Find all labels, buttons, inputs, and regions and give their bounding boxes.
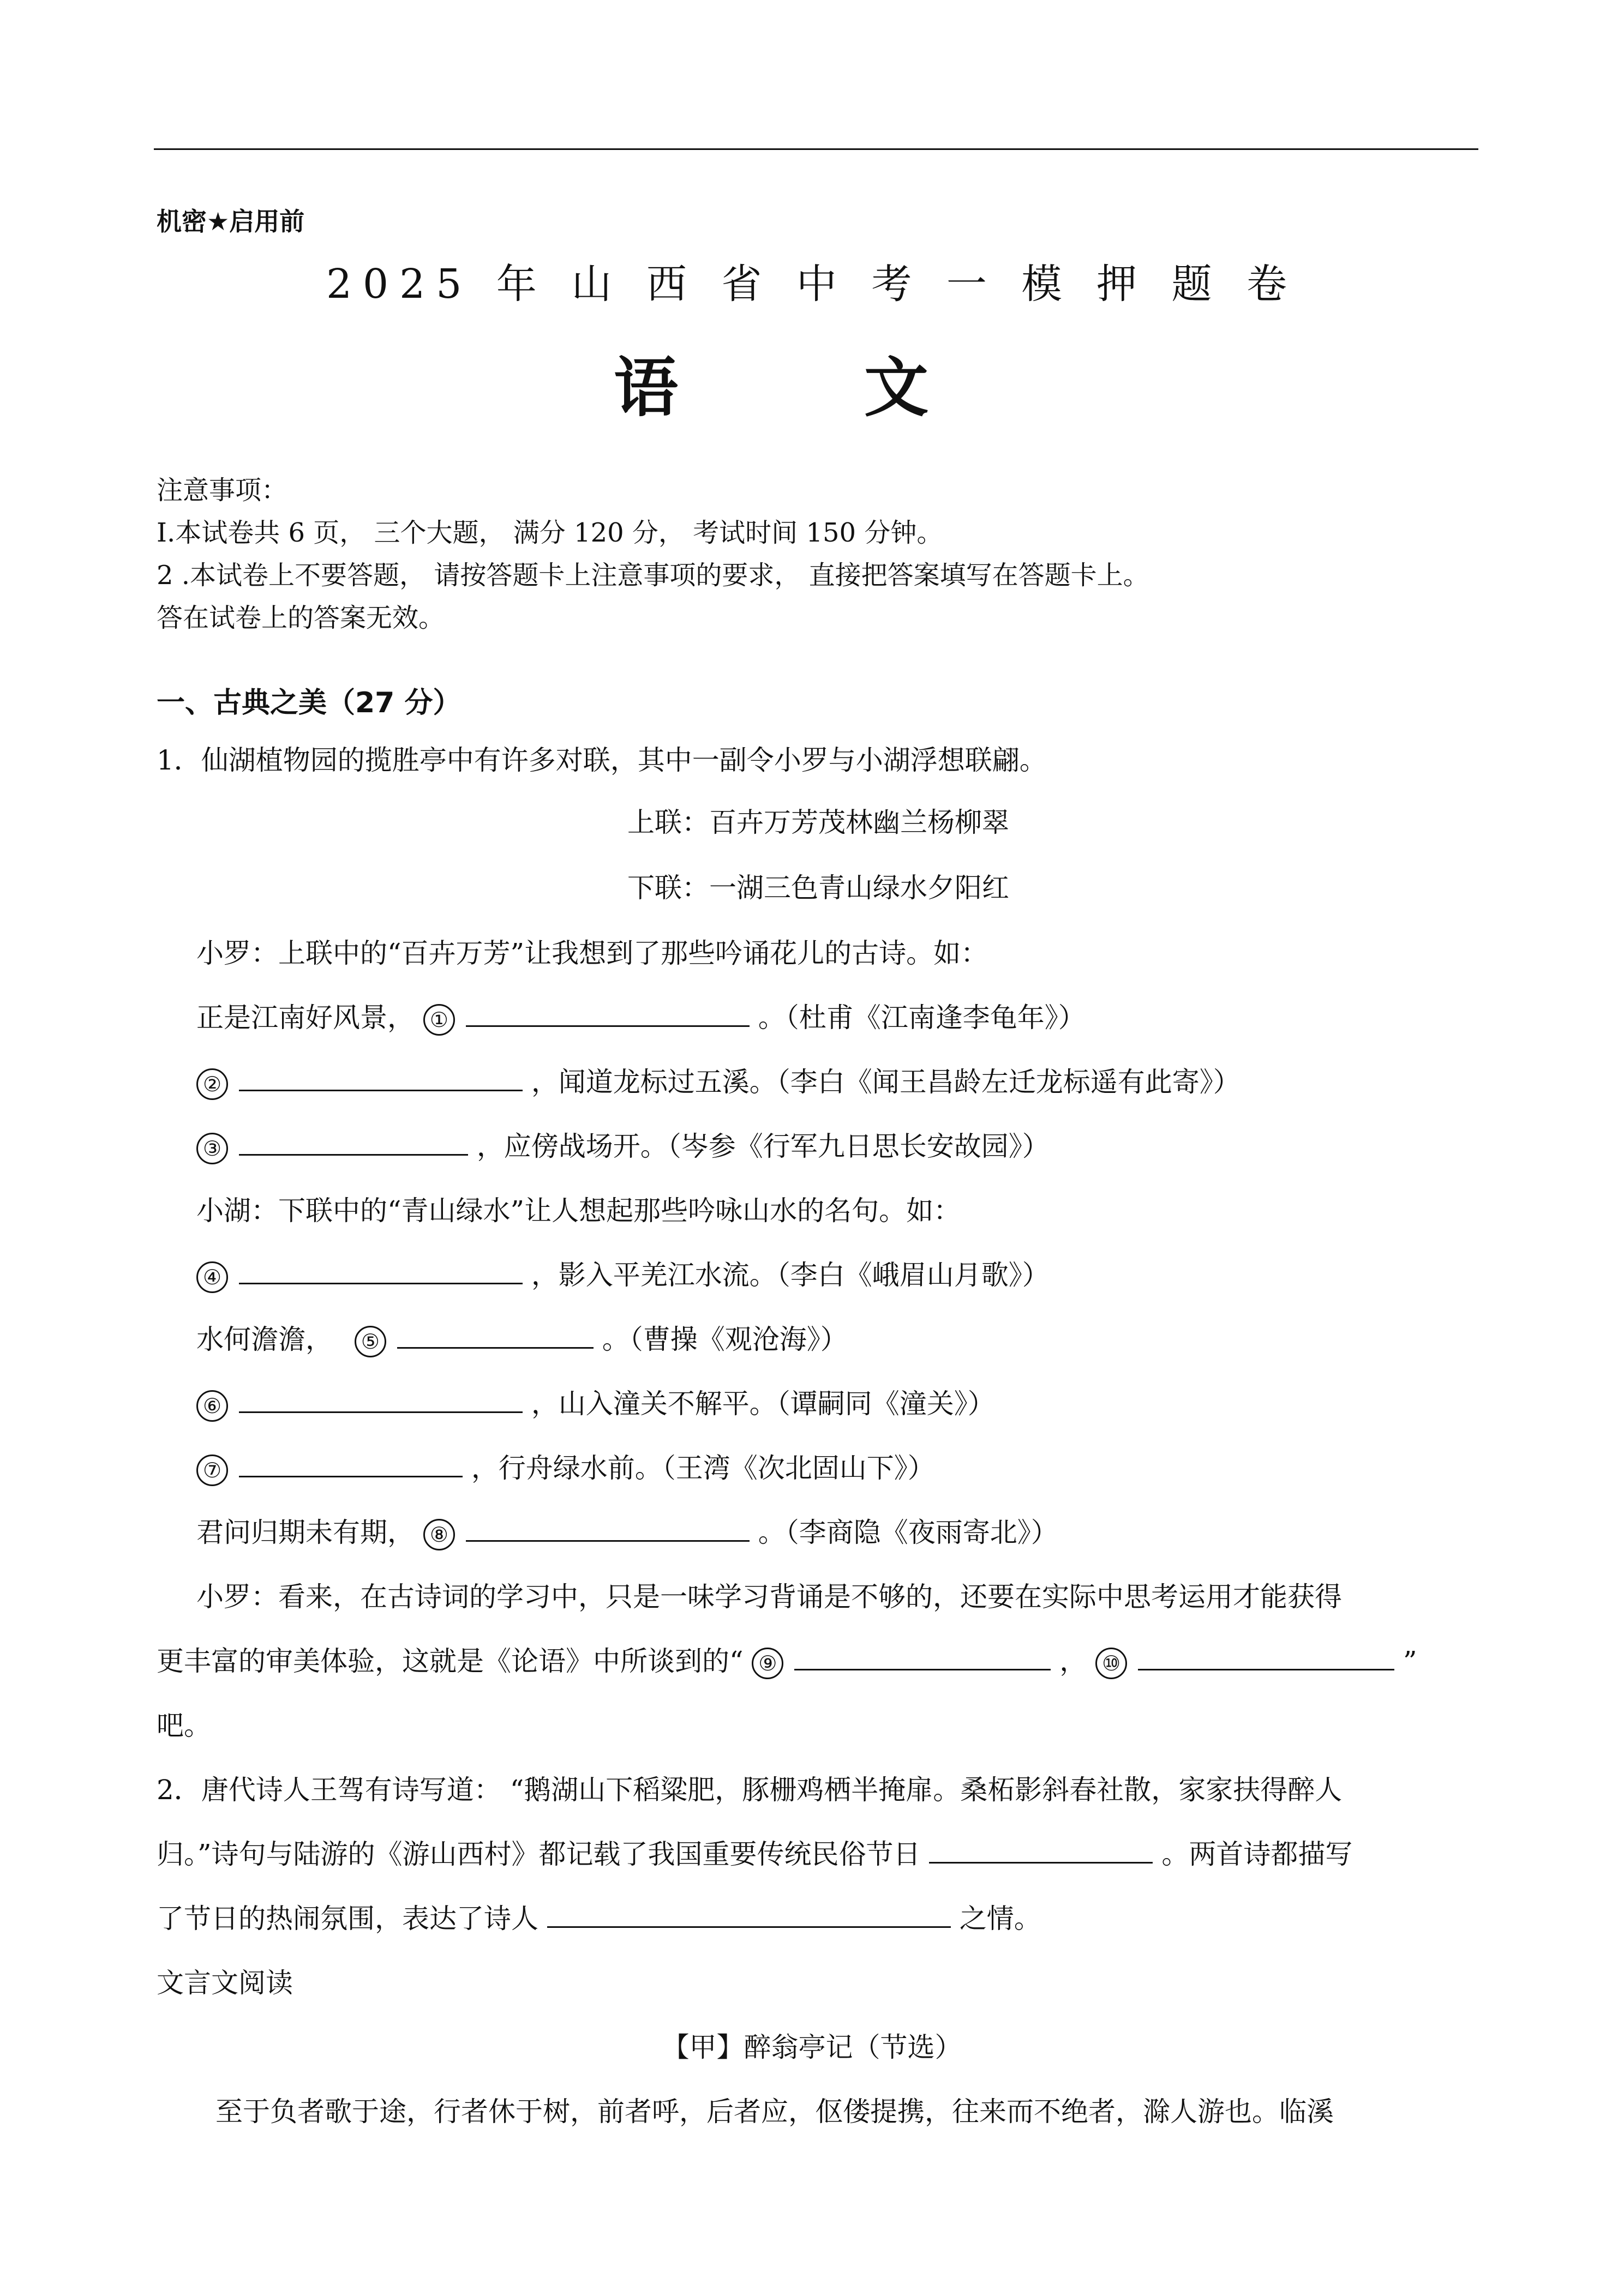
circled-number-10: ⑩ [1095,1648,1127,1679]
circled-number-8: ⑧ [423,1519,455,1550]
answer-blank-10[interactable] [1138,1644,1394,1670]
lower-couplet: 下联：一湖三色青山绿水夕阳红 [627,872,1009,904]
circled-number-6: ⑥ [196,1390,228,1422]
notice-heading: 注意事项： [157,475,288,506]
answer-blank-2[interactable] [239,1065,523,1091]
circled-number-5: ⑤ [355,1326,386,1357]
fill-item-3 [196,1125,1050,1164]
fill-6-source: ，山入潼关不解平。（谭嗣同《潼关》） [531,1388,995,1420]
answer-blank-8[interactable] [466,1515,750,1542]
question-1-intro: 1．仙湖植物园的揽胜亭中有许多对联，其中一副令小罗与小湖浮想联翩。 [157,744,1047,776]
notice-item-2: 2 .本试卷上不要答题， 请按答题卡上注意事项的要求， 直接把答案填写在答题卡上。 [157,560,1149,591]
fill-4-source: ，影入平羌江水流。（李白《峨眉山月歌》） [531,1259,1050,1291]
fill-item-4 [196,1253,1050,1293]
question-2-line-c-suffix: 之情。 [959,1903,1041,1934]
fill-item-5 [196,1318,848,1357]
answer-blank-1[interactable] [466,1000,750,1027]
circled-number-2: ② [196,1068,228,1100]
fill-item-8 [196,1511,1058,1550]
notice-item-1: I.本试卷共 6 页， 三个大题， 满分 120 分， 考试时间 150 分钟。 [157,518,943,548]
answer-blank-3[interactable] [239,1129,468,1156]
confidential-label: 机密★启用前 [157,207,305,236]
fill-2-source: ，闻道龙标过五溪。（李白《闻王昌龄左迁龙标遥有此寄》） [531,1066,1241,1098]
luo-line-2c: 吧。 [157,1710,211,1741]
answer-blank-4[interactable] [239,1258,523,1284]
question-2-line-b [157,1832,1352,1872]
passage-line-1: 至于负者歌于途，行者休于树，前者呼，后者应，伛偻提携，往来而不绝者，滁人游也。临溪 [215,2096,1334,2127]
answer-blank-festival[interactable] [929,1837,1153,1864]
notice-item-3: 答在试卷上的答案无效。 [157,603,445,633]
classical-reading-heading: 文言文阅读 [157,1967,293,1999]
passage-title: 【甲】醉翁亭记（节选） [662,2031,962,2063]
fill-1-prefix: 正是江南好风景， [196,1002,415,1033]
fill-7-source: ，行舟绿水前。（王湾《次北固山下》） [471,1452,935,1484]
subject-title: 语 文 [613,350,1011,425]
fill-item-2 [196,1060,1241,1100]
header-rule [154,148,1478,150]
section-title: 一、古典之美（27 分） [157,687,462,719]
answer-blank-7[interactable] [239,1451,463,1477]
circled-number-7: ⑦ [196,1454,228,1486]
question-2-line-b-suffix: 。两首诗都描写 [1161,1838,1353,1870]
answer-blank-emotion[interactable] [547,1901,951,1928]
question-2-line-c [157,1897,1041,1936]
question-2-line-a: 2．唐代诗人王驾有诗写道： “鹅湖山下稻粱肥，豚栅鸡栖半掩扉。桑柘影斜春社散，家家扶得醉人 [157,1774,1343,1806]
fill-8-source: 。（李商隐《夜雨寄北》） [758,1517,1058,1548]
answer-blank-5[interactable] [397,1322,594,1349]
fill-item-7 [196,1446,935,1486]
circled-number-9: ⑨ [752,1648,783,1679]
luo-line-2a: 小罗：看来，在古诗词的学习中，只是一味学习背诵是不够的，还要在实际中思考运用才能获得 [196,1581,1342,1613]
answer-blank-9[interactable] [794,1644,1051,1670]
hu-line: 小湖：下联中的“青山绿水”让人想起那些吟咏山水的名句。如： [196,1195,961,1227]
upper-couplet: 上联：百卉万芳茂林幽兰杨柳翠 [627,807,1009,838]
fill-item-1 [196,996,1086,1036]
exam-title: 2025 年 山 西 省 中 考 一 模 押 题 卷 [326,261,1298,308]
answer-blank-6[interactable] [239,1386,523,1413]
circled-number-4: ④ [196,1261,228,1293]
luo-line-2b-suffix: ” [1403,1645,1417,1677]
fill-1-source: 。（杜甫《江南逢李龟年》） [758,1002,1086,1033]
luo-line-2b [157,1639,1417,1679]
luo-line-2b-prefix: 更丰富的审美体验，这就是《论语》中所谈到的“ [157,1645,744,1677]
fill-5-prefix: 水何澹澹， [196,1324,333,1355]
comma: ， [1059,1645,1087,1677]
question-2-line-c-prefix: 了节日的热闹氛围，表达了诗人 [157,1903,538,1934]
luo-line-1: 小罗：上联中的“百卉万芳”让我想到了那些吟诵花儿的古诗。如： [196,937,988,969]
circled-number-3: ③ [196,1133,228,1164]
circled-number-1: ① [423,1004,455,1036]
fill-5-source: 。（曹操《观沧海》） [602,1324,848,1355]
fill-8-prefix: 君问归期未有期， [196,1517,415,1548]
fill-item-6 [196,1382,995,1422]
fill-3-source: ，应傍战场开。（岑参《行军九日思长安故园》） [476,1131,1050,1162]
question-2-line-b-prefix: 归。”诗句与陆游的《游山西村》都记载了我国重要传统民俗节日 [157,1838,921,1870]
